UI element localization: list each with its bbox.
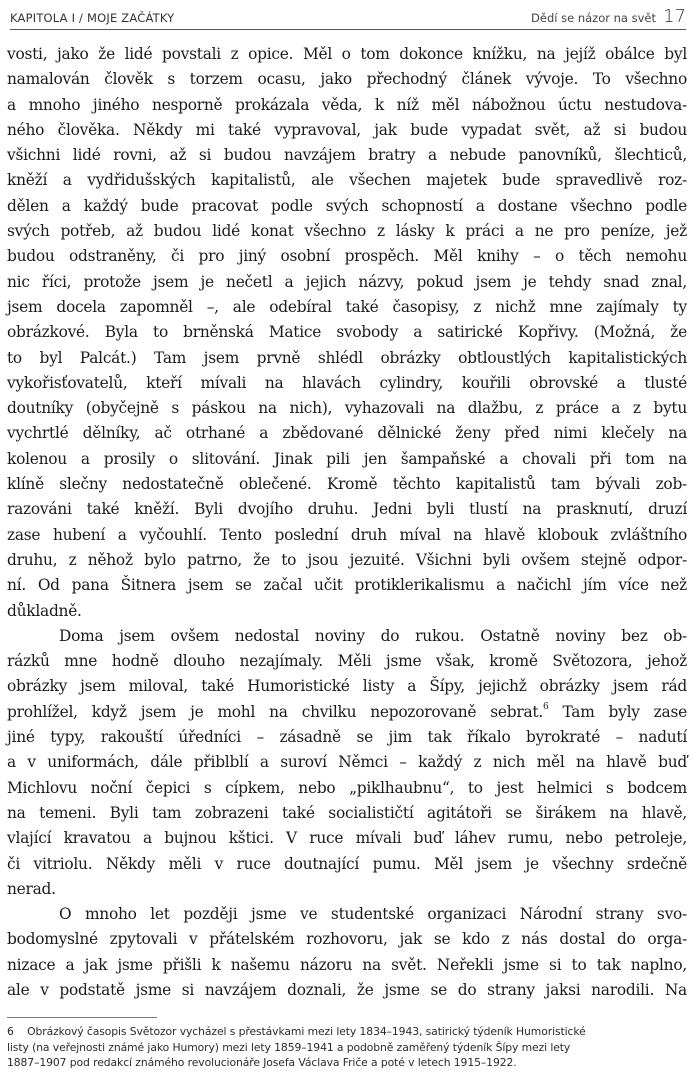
text-line-content: klíně slečny nedostatečně oblečené. Kromě těchto kapitalistů tam bývali zob-: [7, 475, 687, 494]
text-line: [7, 497, 687, 522]
footnote-rule: [7, 1017, 157, 1018]
text-line: [7, 599, 687, 624]
text-line: [7, 927, 687, 952]
text-line-content: jiné typy, rakouští úředníci – zásadně se jim tak říkalo byrokraté – nadutí: [7, 728, 687, 747]
text-line: [7, 750, 687, 775]
footnote: [7, 1024, 687, 1071]
text-line-content: vosti, jako že lidé povstali z opice. Měl o tom dokonce knížku, na jejíž obálce byl: [7, 45, 687, 63]
text-line: [7, 978, 687, 1003]
text-line: [7, 877, 687, 902]
text-line-content: kolenou a prosily o slitování. Jinak pili jen šampaňské a chovali při tom na: [7, 449, 687, 468]
text-line: [7, 346, 687, 371]
text-line: [7, 67, 687, 92]
text-line: [7, 42, 687, 67]
text-line-content: zase hubení a vyčouhlí. Tento poslední druh míval na hlavě klobouk zvláštního: [7, 525, 687, 544]
chapter-title: KAPITOLA I / MOJE ZAČÁTKY: [10, 11, 175, 25]
text-line: [7, 421, 687, 446]
text-line-content: namalován člověk s torzem ocasu, jako přechodný článek vývoje. To všechno: [7, 70, 687, 89]
text-line: [7, 548, 687, 573]
footnote-reference: 6: [542, 701, 549, 712]
text-line: [7, 624, 687, 649]
text-line: [7, 244, 687, 269]
text-line: [7, 523, 687, 548]
text-line: [7, 700, 687, 725]
text-line-content: ní. Od pana Šitnera jsem se začal učit protiklerikalismu a načichl jím více než: [7, 576, 687, 595]
text-line-content: razováni také kněží. Byli dvojího druhu. Jedni byli tlustí na prasknutí, druzí: [7, 500, 687, 519]
footnote-line: listy (na veřejnosti známé jako Humory) mezi lety 1859–1941 a podobně zaměřený týdeník Šípy mezi lety: [7, 1040, 571, 1054]
text-line-content: svých potřeb, až budou lidé konat všechno z lásky k práci a ne pro peníze, jež: [7, 222, 687, 241]
text-line: [7, 320, 687, 345]
text-line-content: rázků mne hodně dlouho nezajímaly. Měli jsme však, kromě Světozora, jehož: [7, 652, 687, 671]
text-line: [7, 776, 687, 801]
text-line-content: obrázkové. Byla to brněnská Matice svobody a satirické Kopřivy. (Možná, že: [7, 323, 687, 342]
section-title: Dědí se názor na svět: [531, 11, 656, 25]
text-line-content: či vitriolu. Někdy měli v ruce doutnající pumu. Měl jsem je všechny srdečně: [7, 854, 687, 873]
text-line: [7, 93, 687, 118]
text-line-continuation: Tam byly zase: [548, 702, 687, 721]
footnote-line: 1887–1907 pod redakcí známého revolucionáře Josefa Václava Friče a poté v letech 1915–1922.: [7, 1056, 517, 1070]
text-line: [7, 371, 687, 396]
text-line-content: doutníky (obyčejně s páskou na nich), vyhazovali na dlažbu, z práce a z bytu: [7, 399, 687, 418]
text-line-content: vykořisťovatelů, kteří mívali na hlavách cylindry, kouřili obrovské a tlusté: [7, 373, 687, 392]
text-line-content: vlající kravatou a bujnou kštici. V ruce mívali buď láhev rumu, nebo petroleje,: [7, 829, 687, 848]
text-line: [7, 674, 687, 699]
text-line-content: na temeni. Byli tam zobrazeni také socialističtí agitátoři se širákem na hlavě,: [7, 803, 687, 822]
text-line-content: to byl Palcát.) Tam jsem prvně shlédl obrázky obtloustlých kapitalistických: [7, 348, 687, 367]
text-line-content: prohlížel, když jsem je mohl na chvilku nepozorovaně sebrat.: [7, 702, 543, 721]
footnote-line: 6 Obrázkový časopis Světozor vycházel s přestávkami mezi lety 1834–1943, satirický týdeník Humoristické: [7, 1025, 586, 1038]
text-line: [7, 168, 687, 193]
text-line: [7, 826, 687, 851]
text-line: [7, 295, 687, 320]
text-line: [7, 953, 687, 978]
text-line: [7, 194, 687, 219]
text-line: [7, 649, 687, 674]
text-line-content: bodomyslné zpytovali v přátelském rozhovoru, jak se kdo z nás dostal do orga-: [7, 930, 687, 949]
text-line-content: O mnoho let později jsme ve studentské organizaci Národní strany svo-: [59, 905, 687, 924]
text-line-content: důkladně.: [7, 601, 82, 620]
running-header: [10, 6, 686, 30]
text-line-content: ného člověka. Někdy mi také vypravoval, jak bude vypadat svět, až si budou: [7, 120, 687, 139]
body-text: [7, 42, 687, 1003]
text-line-content: a mnoho jiného nesporně prokázala věda, k níž měl nábožnou úctu nestudova-: [7, 95, 687, 114]
text-line-content: Michlovu noční čepici s cípkem, nebo „piklhaubnu“, to jest helmici s bodcem: [7, 778, 687, 797]
text-line-content: a v uniformách, dále přiblblí a suroví Němci – každý z nich měl na hlavě buď: [7, 753, 687, 772]
text-line: [7, 472, 687, 497]
text-line-content: budou odstraněny, či pro jiný osobní prospěch. Měl knihy – o těch nemohu: [7, 247, 687, 266]
text-line-content: nizace a jak jsme přišli k našemu názoru na svět. Neřekli jsme si to tak naplno,: [7, 955, 687, 974]
text-line-content: nic říci, protože jsem je nečetl a jejich názvy, pokud jsem je tehdy snad znal,: [7, 272, 687, 291]
text-line-content: druhu, z něhož bylo patrno, že to jsou jezuité. Všichni byli ovšem stejně odpor-: [7, 550, 687, 569]
text-line: [7, 447, 687, 472]
header-rule: [10, 29, 686, 30]
text-line-content: Doma jsem ovšem nedostal noviny do rukou. Ostatně noviny bez ob-: [59, 626, 687, 645]
text-line-content: kněží a vydřidušských kapitalistů, ale všechen majetek bude spravedlivě roz-: [7, 171, 687, 190]
text-line: [7, 118, 687, 143]
text-line: [7, 143, 687, 168]
text-line: [7, 801, 687, 826]
text-line: [7, 902, 687, 927]
text-line-content: všichni lidé rovni, až si budou navzájem bratry a nebude panovníků, šlechticů,: [7, 146, 687, 165]
text-line: [7, 573, 687, 598]
text-line-content: jsem docela zapomněl –, ale odebíral také časopisy, z nichž mne zajímaly ty: [7, 297, 687, 316]
text-line: [7, 852, 687, 877]
text-line-content: vychrtlé dělníky, ač otrhané a zbědované dělnické ženy před nimi klečely na: [7, 424, 687, 443]
page-number: 17: [663, 6, 686, 27]
text-line-content: ale v podstatě jsme si navzájem doznali, že jsme se do strany jaksi narodili. Na: [7, 980, 687, 999]
text-line: [7, 270, 687, 295]
text-line-content: dělen a každý bude pracovat podle svých schopností a dostane všechno podle: [7, 196, 687, 215]
text-line: [7, 725, 687, 750]
text-line: [7, 396, 687, 421]
text-line-content: obrázky jsem miloval, také Humoristické listy a Šípy, jejichž obrázky jsem rád: [7, 677, 687, 696]
text-line: [7, 219, 687, 244]
text-line-content: nerad.: [7, 879, 56, 898]
